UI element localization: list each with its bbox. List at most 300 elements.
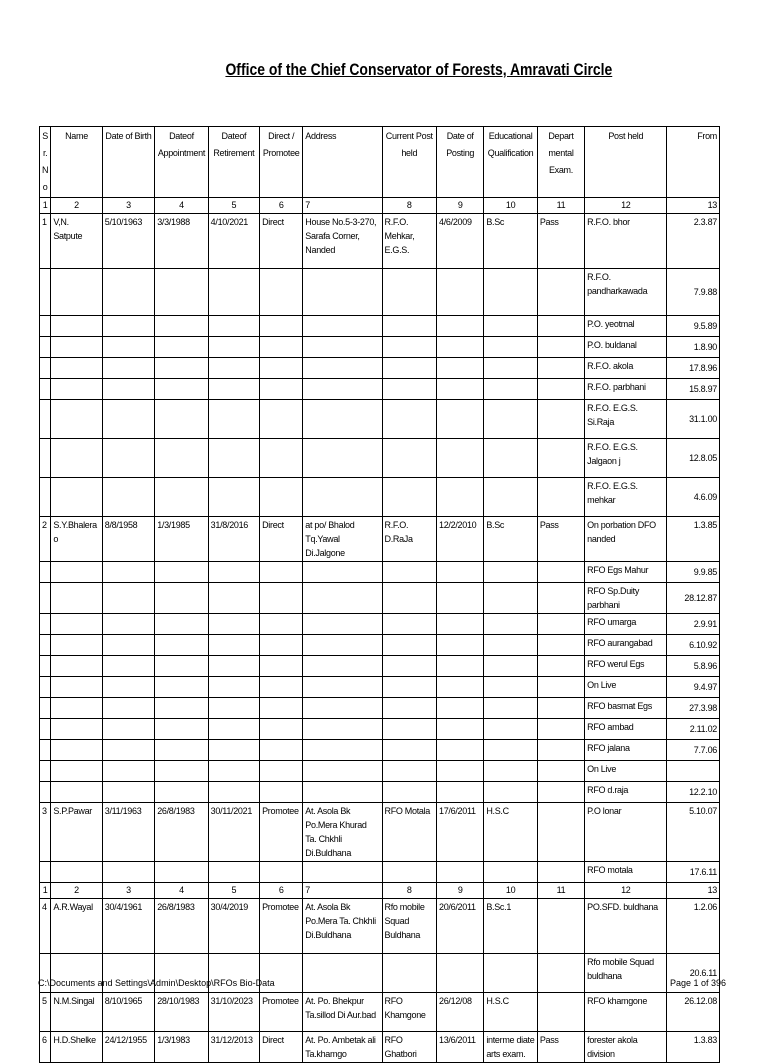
cell-address [303,337,382,358]
cell-address [303,379,382,400]
table-row [40,214,720,269]
cell-exam [537,269,584,316]
column-number-cell: 13 [667,198,720,214]
cell-edu [484,656,537,677]
cell-sr [40,719,51,740]
cell-address [303,782,382,803]
cell-edu [484,379,537,400]
cell-post: Rfo mobile Squad Buldhana [382,899,437,954]
cell-post [382,337,437,358]
cell-post [382,862,437,883]
cell-type: Promotee [260,993,303,1032]
column-number-cell: 2 [51,883,102,899]
cell-from: 2.9.91 [667,614,720,635]
header-cell: Sr. No [40,127,51,198]
cell-name [51,719,102,740]
cell-post: RFO Ghatbori [382,1032,437,1063]
table-row [40,677,720,698]
cell-name [51,439,102,478]
cell-held: R.F.O. parbhani [585,379,667,400]
cell-dor [208,719,259,740]
cell-exam [537,899,584,954]
cell-from: 7.7.06 [667,740,720,761]
cell-edu [484,562,537,583]
cell-sr [40,740,51,761]
cell-doa [155,316,208,337]
cell-doa [155,358,208,379]
cell-dob [102,337,154,358]
cell-type [260,379,303,400]
table-row [40,316,720,337]
cell-edu [484,677,537,698]
cell-dor [208,761,259,782]
cell-dob [102,761,154,782]
cell-edu [484,337,537,358]
cell-post: RFO Khamgone [382,993,437,1032]
page-title: Office of the Chief Conservator of Forests, Amravati Circle [225,60,613,79]
cell-held: R.F.O. E.G.S. Jalgaon j [585,439,667,478]
header-cell: Address [303,127,382,198]
cell-type [260,400,303,439]
column-number-cell: 5 [208,883,259,899]
header-row [40,127,720,198]
cell-doa [155,562,208,583]
cell-type: Direct [260,1032,303,1063]
cell-edu [484,954,537,993]
cell-dor [208,478,259,517]
cell-sr [40,782,51,803]
cell-name [51,635,102,656]
cell-posting: 17/6/2011 [437,803,484,862]
cell-dob [102,439,154,478]
cell-name: S.Y.Bhalerao [51,517,102,562]
cell-dor: 31/10/2023 [208,993,259,1032]
cell-address [303,400,382,439]
cell-name: H.D.Shelke [51,1032,102,1063]
cell-from: 12.8.05 [667,439,720,478]
cell-dob [102,478,154,517]
cell-post [382,439,437,478]
cell-from: 4.6.09 [667,478,720,517]
cell-from: 28.12.87 [667,583,720,614]
cell-posting [437,337,484,358]
cell-from: 12.2.10 [667,782,720,803]
cell-dor: 4/10/2021 [208,214,259,269]
cell-type [260,583,303,614]
cell-sr [40,862,51,883]
cell-name [51,583,102,614]
cell-edu [484,358,537,379]
cell-held: R.F.O. E.G.S. Si.Raja [585,400,667,439]
cell-type [260,635,303,656]
cell-exam: Pass [537,214,584,269]
cell-dob [102,740,154,761]
cell-dob [102,583,154,614]
cell-name: A.R.Wayal [51,899,102,954]
cell-doa [155,761,208,782]
cell-held: RFO Sp.Duity parbhani [585,583,667,614]
cell-type: Promotee [260,899,303,954]
cell-sr: 2 [40,517,51,562]
cell-address [303,316,382,337]
cell-name [51,677,102,698]
cell-sr [40,439,51,478]
cell-type [260,316,303,337]
column-number-cell: 10 [484,883,537,899]
cell-exam [537,761,584,782]
cell-edu: H.S.C [484,993,537,1032]
cell-type [260,782,303,803]
cell-address [303,562,382,583]
cell-held: R.F.O. E.G.S. mehkar [585,478,667,517]
cell-held: RFO jalana [585,740,667,761]
cell-address [303,954,382,993]
cell-doa: 28/10/1983 [155,993,208,1032]
cell-name: V,N. Satpute [51,214,102,269]
cell-dor [208,269,259,316]
cell-from: 27.3.98 [667,698,720,719]
cell-sr: 5 [40,993,51,1032]
table-row [40,614,720,635]
cell-exam [537,562,584,583]
cell-post [382,316,437,337]
cell-post [382,761,437,782]
cell-dor: 30/11/2021 [208,803,259,862]
cell-name [51,656,102,677]
cell-address: at po/ Bhalod Tq.Yawal Di.Jalgone [303,517,382,562]
cell-type [260,562,303,583]
cell-type [260,439,303,478]
column-number-cell: 11 [537,883,584,899]
cell-held: RFO motala [585,862,667,883]
cell-doa [155,337,208,358]
cell-exam [537,358,584,379]
cell-from: 20.6.11 [667,954,720,993]
cell-name [51,698,102,719]
cell-from: 1.3.85 [667,517,720,562]
cell-held: R.F.O. akola [585,358,667,379]
cell-type: Direct [260,517,303,562]
cell-exam [537,740,584,761]
cell-name [51,740,102,761]
cell-posting [437,954,484,993]
cell-type: Promotee [260,803,303,862]
cell-sr [40,478,51,517]
cell-post [382,656,437,677]
cell-held: RFO d.raja [585,782,667,803]
cell-dor: 31/12/2013 [208,1032,259,1063]
cell-post [382,740,437,761]
cell-edu [484,583,537,614]
cell-dor [208,862,259,883]
cell-dor [208,656,259,677]
cell-edu [484,439,537,478]
cell-post [382,719,437,740]
cell-dob [102,862,154,883]
cell-sr [40,614,51,635]
cell-sr [40,358,51,379]
cell-held: RFO Egs Mahur [585,562,667,583]
cell-doa [155,677,208,698]
cell-name: S.P.Pawar [51,803,102,862]
cell-held: PO.SFD. buldhana [585,899,667,954]
cell-sr [40,635,51,656]
cell-edu [484,614,537,635]
cell-sr [40,316,51,337]
cell-from: 5.10.07 [667,803,720,862]
cell-posting [437,400,484,439]
cell-post [382,562,437,583]
cell-type [260,698,303,719]
cell-doa [155,379,208,400]
cell-post [382,614,437,635]
table-row [40,782,720,803]
cell-sr [40,656,51,677]
cell-address [303,583,382,614]
cell-post [382,400,437,439]
cell-address [303,862,382,883]
table-row [40,358,720,379]
cell-post: R.F.O. D.RaJa [382,517,437,562]
cell-address [303,656,382,677]
cell-type [260,862,303,883]
column-number-cell: 3 [102,883,154,899]
cell-from [667,761,720,782]
table-row [40,698,720,719]
cell-address [303,614,382,635]
cell-from: 1.3.83 [667,1032,720,1063]
table-row [40,379,720,400]
cell-exam [537,316,584,337]
cell-exam [537,954,584,993]
cell-posting [437,358,484,379]
cell-sr [40,379,51,400]
cell-doa [155,719,208,740]
cell-edu [484,761,537,782]
cell-sr: 1 [40,214,51,269]
cell-dob [102,782,154,803]
cell-edu [484,635,537,656]
cell-posting [437,583,484,614]
cell-from: 26.12.08 [667,993,720,1032]
table-row [40,993,720,1032]
cell-exam [537,782,584,803]
cell-doa [155,614,208,635]
cell-doa [155,478,208,517]
cell-dob [102,656,154,677]
cell-name [51,358,102,379]
table-row [40,719,720,740]
cell-held: RFO khamgone [585,993,667,1032]
cell-exam [537,379,584,400]
cell-address [303,677,382,698]
cell-from: 17.6.11 [667,862,720,883]
cell-name [51,316,102,337]
cell-dor: 30/4/2019 [208,899,259,954]
cell-edu: B.Sc [484,214,537,269]
cell-name [51,269,102,316]
cell-sr [40,677,51,698]
cell-dor: 31/8/2016 [208,517,259,562]
cell-post [382,478,437,517]
table-row [40,583,720,614]
header-cell: Date of Posting [437,127,484,198]
cell-posting [437,379,484,400]
cell-name [51,400,102,439]
cell-post [382,358,437,379]
cell-doa [155,862,208,883]
cell-edu [484,269,537,316]
cell-from: 5.8.96 [667,656,720,677]
cell-from: 1.8.90 [667,337,720,358]
cell-dor [208,439,259,478]
table-row [40,478,720,517]
cell-held: RFO basmat Egs [585,698,667,719]
cell-dor [208,614,259,635]
cell-edu: B.Sc [484,517,537,562]
cell-held: On Live [585,761,667,782]
cell-posting [437,316,484,337]
cell-edu: H.S.C [484,803,537,862]
cell-dob [102,562,154,583]
column-number-cell: 1 [40,883,51,899]
cell-posting [437,677,484,698]
cell-exam: Pass [537,517,584,562]
cell-exam: Pass [537,1032,584,1063]
column-number-cell: 12 [585,883,667,899]
cell-dor [208,337,259,358]
cell-posting [437,656,484,677]
table-row [40,269,720,316]
cell-dob [102,400,154,439]
cell-held: P.O lonar [585,803,667,862]
cell-exam [537,337,584,358]
cell-posting [437,698,484,719]
column-number-cell: 1 [40,198,51,214]
cell-from: 7.9.88 [667,269,720,316]
cell-sr [40,698,51,719]
cell-address [303,635,382,656]
column-number-cell: 8 [382,198,437,214]
cell-posting [437,439,484,478]
cell-posting [437,782,484,803]
cell-edu: B.Sc.1 [484,899,537,954]
cell-edu [484,316,537,337]
cell-type [260,358,303,379]
cell-doa [155,400,208,439]
cell-from: 17.8.96 [667,358,720,379]
cell-dor [208,677,259,698]
cell-from: 6.10.92 [667,635,720,656]
cell-address [303,761,382,782]
header-cell: Dateof Appointment [155,127,208,198]
cell-exam [537,698,584,719]
column-number-cell: 11 [537,198,584,214]
column-number-row [40,198,720,214]
cell-dor [208,379,259,400]
cell-sr: 3 [40,803,51,862]
cell-doa: 26/8/1983 [155,803,208,862]
cell-edu [484,400,537,439]
column-number-cell: 4 [155,883,208,899]
cell-sr: 6 [40,1032,51,1063]
cell-sr [40,337,51,358]
cell-from: 2.3.87 [667,214,720,269]
cell-post [382,379,437,400]
table-row [40,656,720,677]
cell-posting [437,562,484,583]
cell-held: R.F.O. pandharkawada [585,269,667,316]
cell-sr [40,583,51,614]
cell-held: P.O. buldanal [585,337,667,358]
footer-file-path: C:\Documents and Settings\Admin\Desktop\RFOs Bio-Data [38,978,275,988]
cell-address: At. Asola Bk Po.Mera Khurad Ta. Chkhli Di.Buldhana [303,803,382,862]
column-number-cell: 8 [382,883,437,899]
cell-dob [102,379,154,400]
cell-dor [208,400,259,439]
cell-dob [102,677,154,698]
cell-dor [208,562,259,583]
table-row [40,517,720,562]
column-number-cell: 6 [260,198,303,214]
column-number-cell: 10 [484,198,537,214]
cell-doa: 1/3/1983 [155,1032,208,1063]
column-number-cell: 6 [260,883,303,899]
column-number-cell: 4 [155,198,208,214]
column-number-row [40,883,720,899]
cell-address: At. Po. Ambetak ali Ta.khamgo [303,1032,382,1063]
cell-sr [40,400,51,439]
cell-from: 9.9.85 [667,562,720,583]
cell-edu [484,740,537,761]
cell-held: On porbation DFO nanded [585,517,667,562]
cell-name [51,761,102,782]
cell-post: RFO Motala [382,803,437,862]
table-row [40,761,720,782]
cell-type [260,269,303,316]
cell-posting [437,719,484,740]
cell-name [51,862,102,883]
cell-posting [437,740,484,761]
cell-address [303,698,382,719]
cell-exam [537,635,584,656]
footer-page-number: Page 1 of 396 [669,978,726,988]
cell-dob: 5/10/1963 [102,214,154,269]
table-row [40,1032,720,1063]
table-row [40,439,720,478]
column-number-cell: 9 [437,198,484,214]
cell-name: N.M.Singal [51,993,102,1032]
cell-doa [155,698,208,719]
cell-dor [208,698,259,719]
cell-edu: interme diate arts exam. [484,1032,537,1063]
table-row [40,740,720,761]
cell-name [51,379,102,400]
cell-dob [102,698,154,719]
header-cell: Depart mental Exam. [537,127,584,198]
cell-type [260,337,303,358]
table-row [40,862,720,883]
cell-doa [155,439,208,478]
cell-post [382,698,437,719]
cell-exam [537,439,584,478]
header-cell: From [667,127,720,198]
cell-held: Rfo mobile Squad buldhana [585,954,667,993]
cell-from: 1.2.06 [667,899,720,954]
table-row [40,635,720,656]
cell-posting: 26/12/08 [437,993,484,1032]
cell-exam [537,862,584,883]
